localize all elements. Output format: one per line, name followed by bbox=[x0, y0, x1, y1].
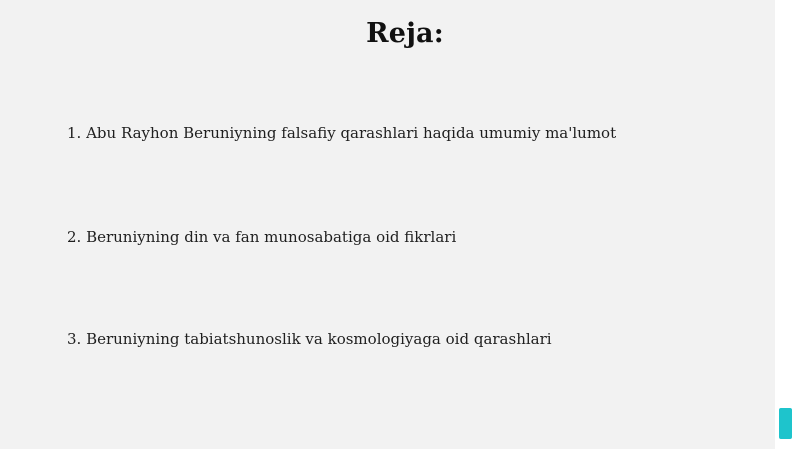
scrollbar-thumb[interactable] bbox=[779, 408, 792, 439]
plan-item-1: 1. Abu Rayhon Beruniyning falsafiy qarashlari haqida umumiy ma'lumot bbox=[67, 124, 617, 142]
slide-title: Reja: bbox=[366, 18, 444, 49]
plan-item-3: 3. Beruniyning tabiatshunoslik va kosmologiyaga oid qarashlari bbox=[67, 330, 552, 348]
scrollbar-track[interactable] bbox=[775, 0, 800, 449]
plan-item-2: 2. Beruniyning din va fan munosabatiga oid fikrlari bbox=[67, 228, 457, 246]
